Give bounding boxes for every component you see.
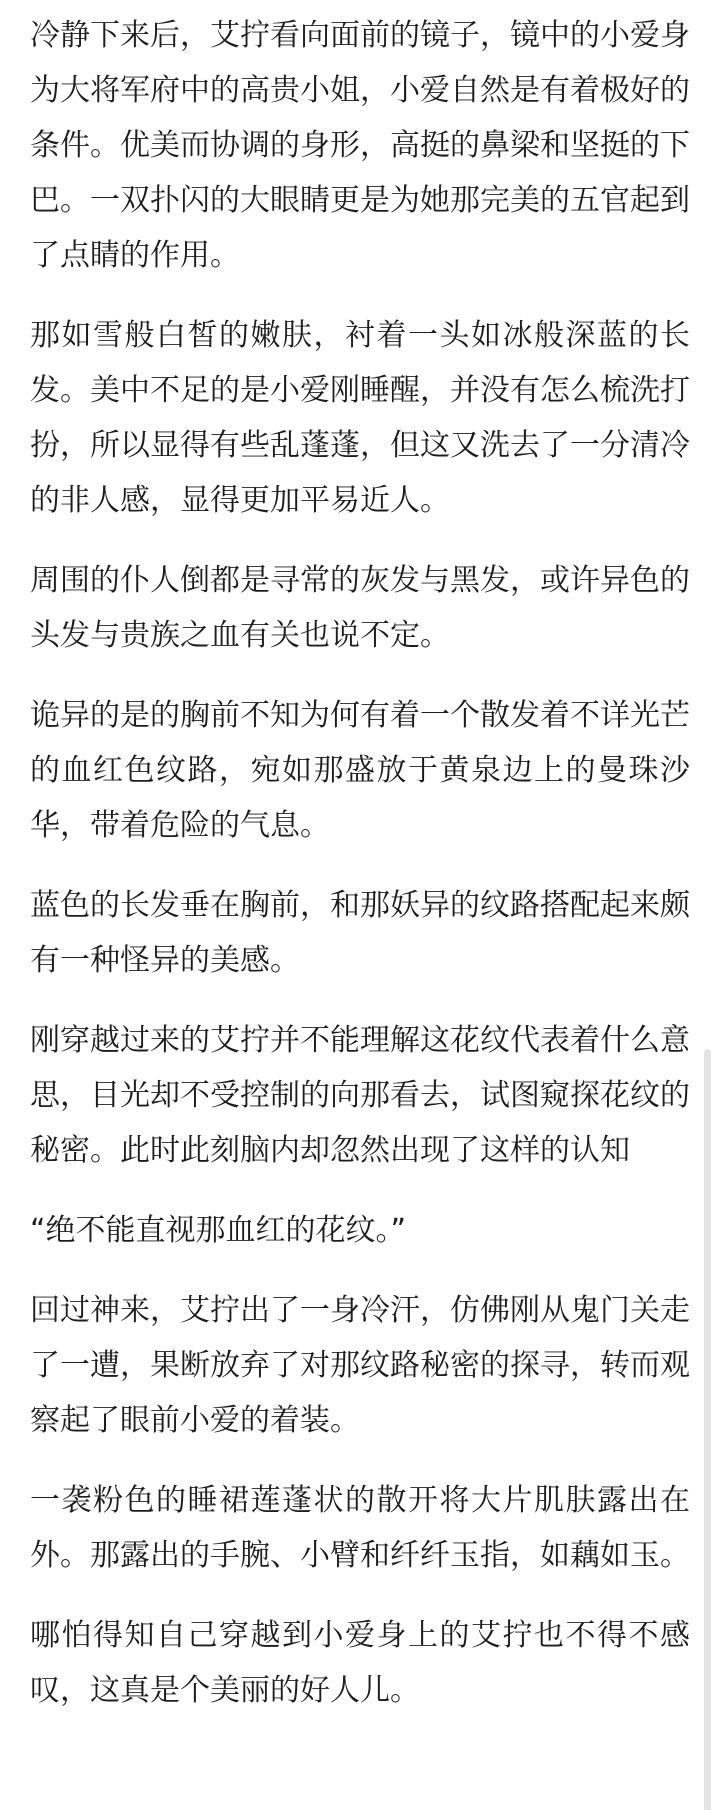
- paragraph: 哪怕得知自己穿越到小爱身上的艾拧也不得不感叹，这真是个美丽的好人儿。: [30, 1618, 690, 1708]
- paragraph: 一袭粉色的睡裙莲蓬状的散开将大片肌肤露出在外。那露出的手腕、小臂和纤纤玉指，如藕如玉。: [30, 1483, 690, 1573]
- paragraph: 周围的仆人倒都是寻常的灰发与黑发，或许异色的头发与贵族之血有关也说不定。: [30, 563, 690, 653]
- paragraph: 刚穿越过来的艾拧并不能理解这花纹代表着什么意思，目光却不受控制的向那看去，试图窥探花纹的秘密。此时此刻脑内却忽然出现了这样的认知: [30, 1023, 690, 1168]
- scrollbar-thumb[interactable]: [704, 1049, 711, 1810]
- paragraph: 那如雪般白皙的嫩肤，衬着一头如冰般深蓝的长发。美中不足的是小爱刚睡醒，并没有怎么梳洗打扮，所以显得有些乱蓬蓬，但这又洗去了一分清冷的非人感，显得更加平易近人。: [30, 318, 690, 518]
- paragraph: 回过神来，艾拧出了一身冷汗，仿佛刚从鬼门关走了一遭，果断放弃了对那纹路秘密的探寻，转而观察起了眼前小爱的着装。: [30, 1293, 690, 1438]
- paragraph: “绝不能直视那血红的花纹。”: [30, 1213, 407, 1248]
- paragraph: 冷静下来后，艾拧看向面前的镜子，镜中的小爱身为大将军府中的高贵小姐，小爱自然是有着极好的条件。优美而协调的身形，高挺的鼻梁和坚挺的下巴。一双扑闪的大眼睛更是为她那完美的五官起到了点睛的作用。: [30, 18, 690, 273]
- paragraph: 蓝色的长发垂在胸前，和那妖异的纹路搭配起来颇有一种怪异的美感。: [30, 888, 690, 978]
- paragraph: 诡异的是的胸前不知为何有着一个散发着不详光芒的血红色纹路，宛如那盛放于黄泉边上的曼珠沙华，带着危险的气息。: [30, 698, 690, 843]
